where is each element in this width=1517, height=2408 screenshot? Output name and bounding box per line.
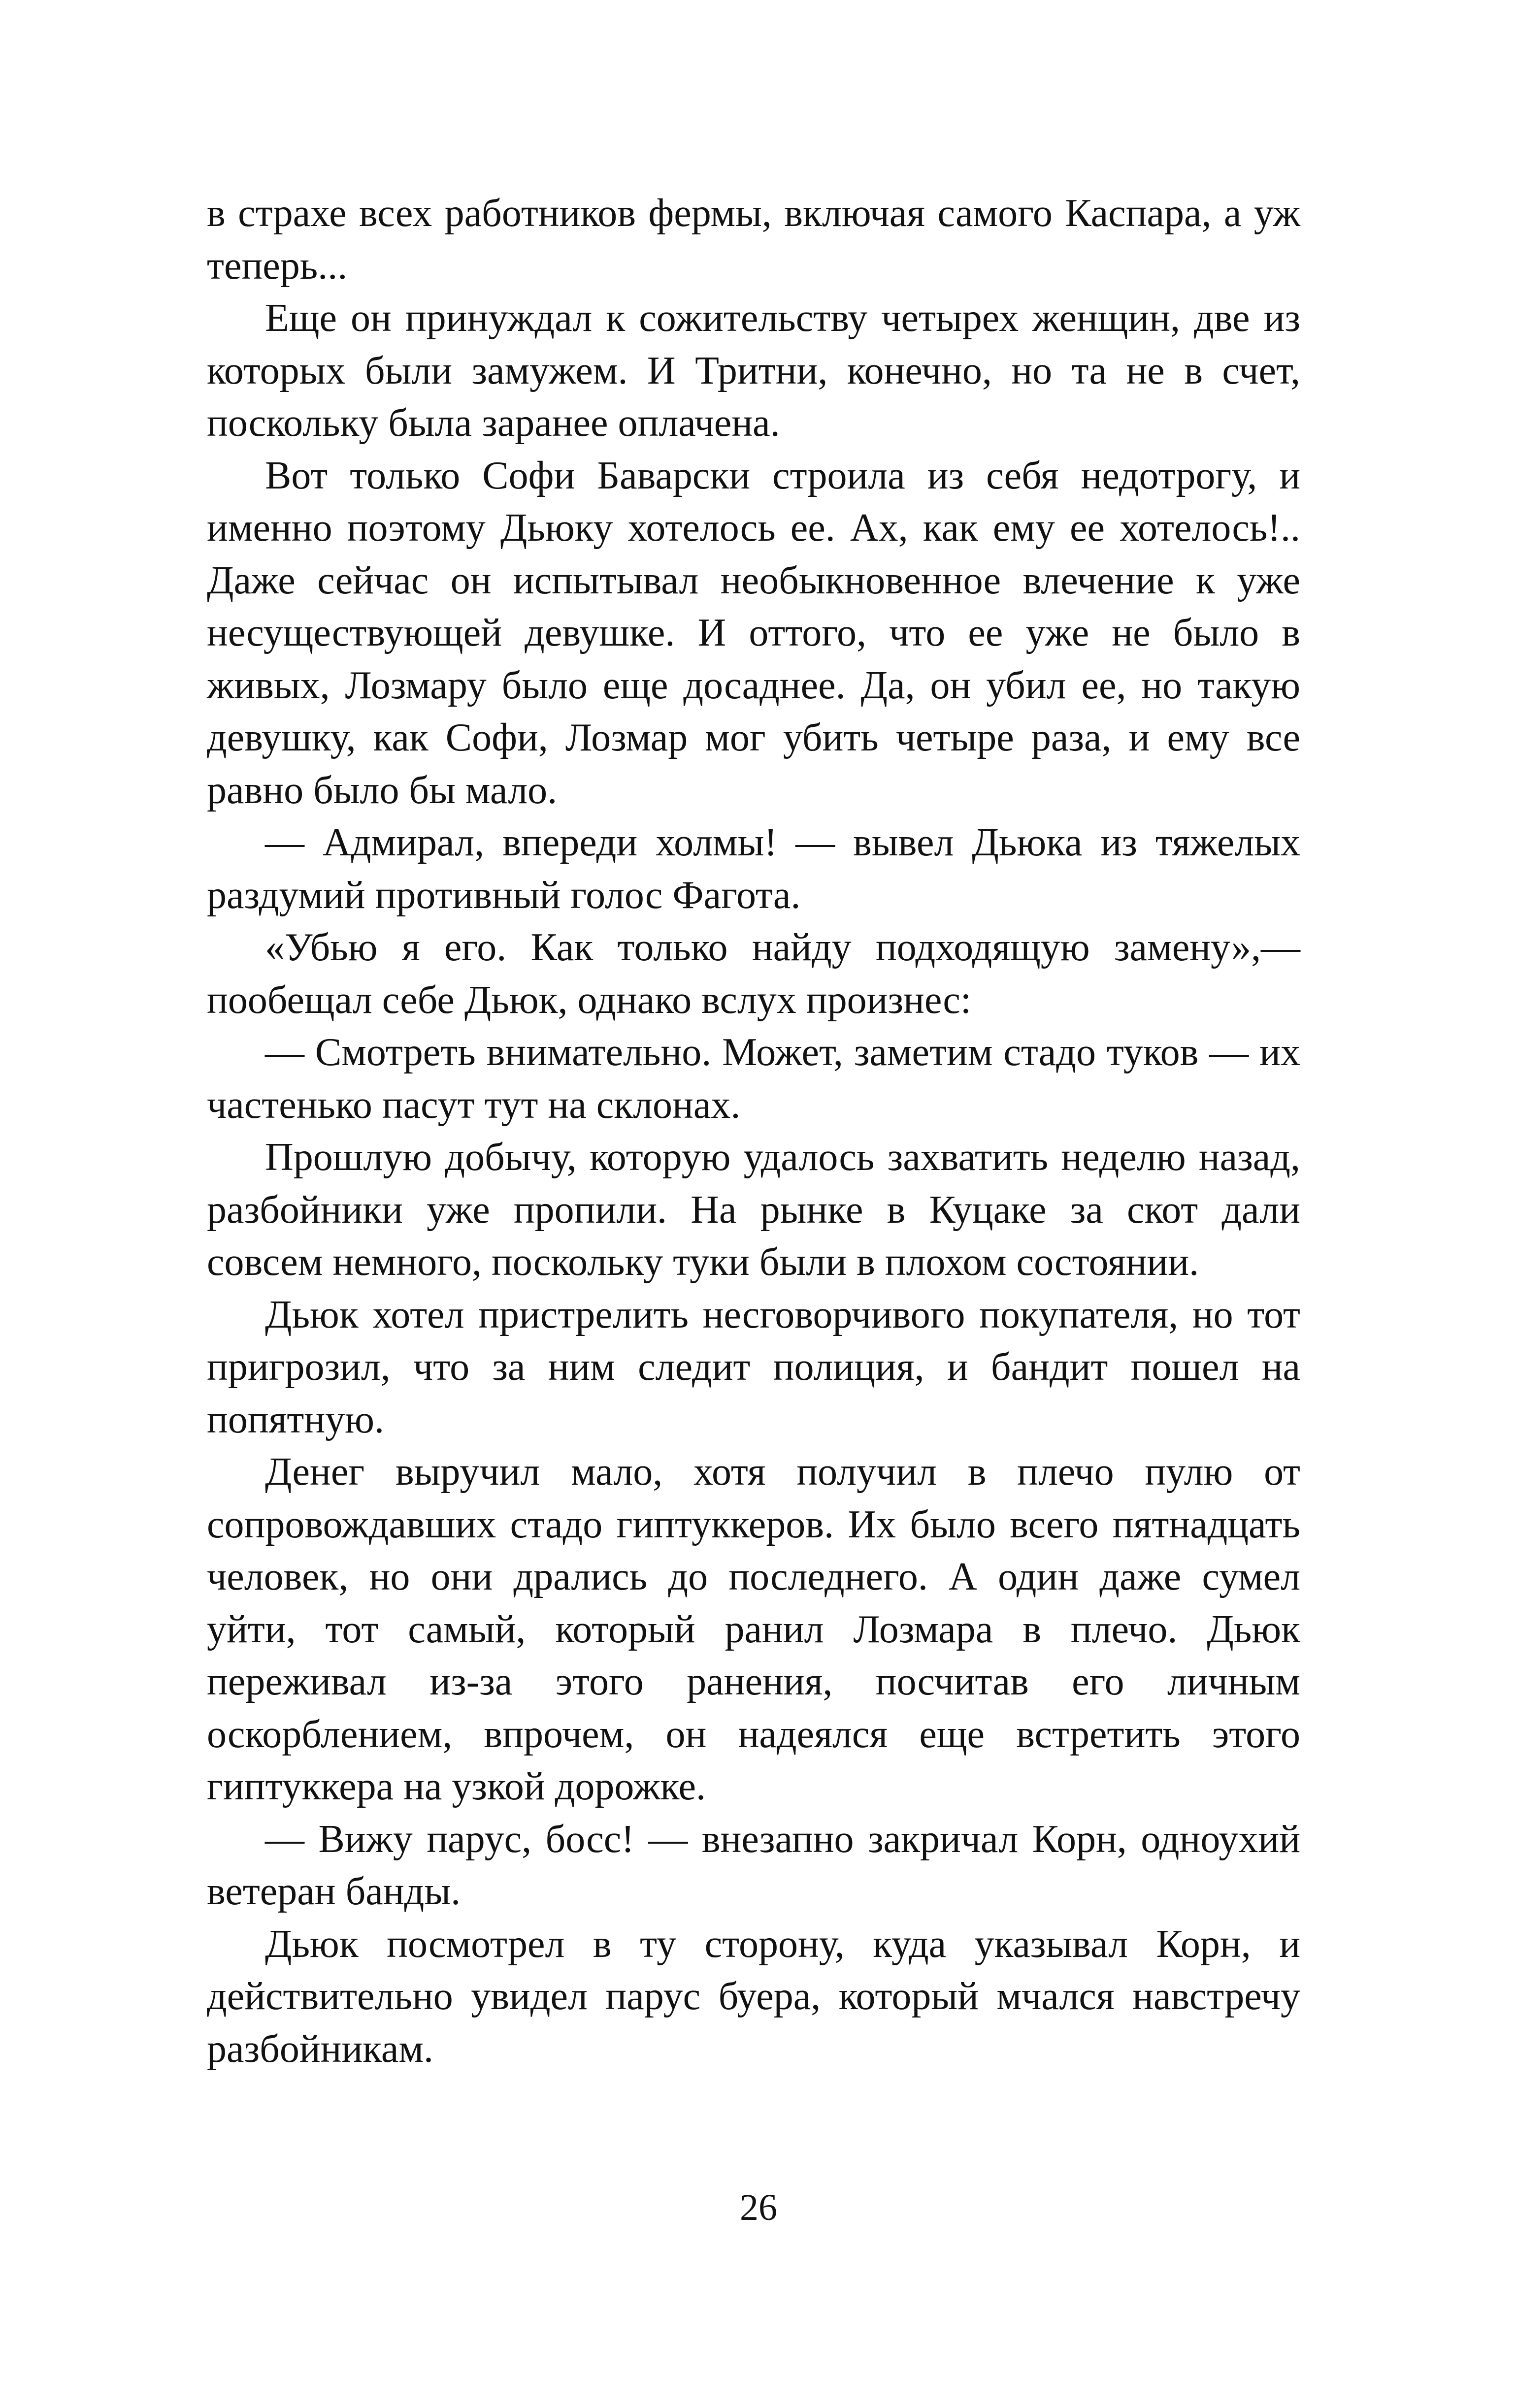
paragraph: Вот только Софи Баварски строила из себя недотрогу, и именно поэтому Дьюку хотелось ее. Ах, как ему ее хотелось!.. Даже сейчас он испытывал необыкновенное влечение к уже несуществующей девушке. И оттого, что ее уже не было в живых, Лозмару было еще досаднее. Да, он убил ее, но такую девушку, как Софи, Лозмар мог убить четыре раза, и ему все равно было бы мало. bbox=[207, 454, 1300, 812]
paragraph: Дьюк посмотрел в ту сторону, куда указывал Корн, и действительно увидел парус буера, который мчался навстречу разбойникам. bbox=[207, 1922, 1300, 2071]
body-text bbox=[207, 187, 1300, 2075]
paragraph: — Адмирал, впереди холмы! — вывел Дьюка из тяжелых раздумий противный голос Фагота. bbox=[207, 821, 1300, 917]
paragraph: Еще он принуждал к сожительству четырех женщин, две из которых были замужем. И Тритни, конечно, но та не в счет, поскольку была заранее оплачена. bbox=[207, 296, 1300, 445]
paragraph: — Вижу парус, босс! — внезапно закричал Корн, одноухий ветеран банды. bbox=[207, 1817, 1300, 1913]
paragraph: Прошлую добычу, которую удалось захватить неделю назад, разбойники уже пропили. На рынке в Куцаке за скот дали совсем немного, поскольку туки были в плохом состоянии. bbox=[207, 1136, 1300, 1284]
paragraph: Денег выручил мало, хотя получил в плечо пулю от сопровождавших стадо гиптуккеров. Их было всего пятнадцать человек, но они дрались до последнего. А один даже сумел уйти, тот самый, который ранил Лозмара в плечо. Дьюк переживал из-за этого ранения, посчитав его личным оскорблением, впрочем, он надеялся еще встретить этого гиптуккера на узкой дорожке. bbox=[207, 1450, 1300, 1808]
paragraph: «Убью я его. Как только найду подходящую замену»,— пообещал себе Дьюк, однако вслух произнес: bbox=[207, 926, 1300, 1022]
paragraph: Дьюк хотел пристрелить несговорчивого покупателя, но тот пригрозил, что за ним следит полиция, и бандит пошел на попятную. bbox=[207, 1293, 1300, 1441]
paragraph: в страхе всех работников фермы, включая самого Каспара, а уж теперь... bbox=[207, 192, 1300, 288]
page-number: 26 bbox=[740, 2187, 777, 2228]
paragraph: — Смотреть внимательно. Может, заметим стадо туков — их частенько пасут тут на склонах. bbox=[207, 1031, 1300, 1127]
